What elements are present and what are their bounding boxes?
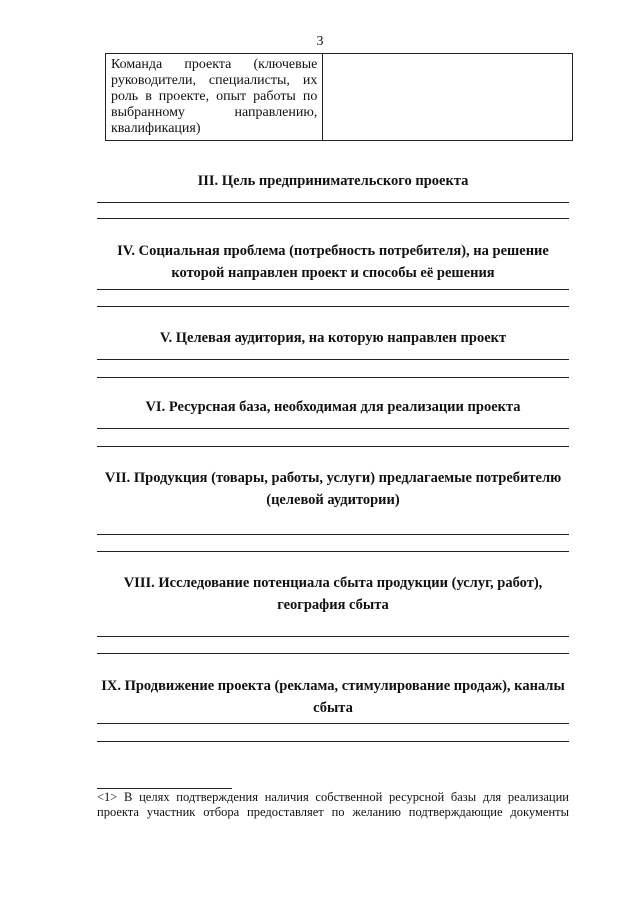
- section-goal: [97, 170, 569, 220]
- answer-line[interactable]: [97, 551, 569, 552]
- answer-line[interactable]: [97, 534, 569, 535]
- table-row: [106, 54, 573, 141]
- section-resource-base: [97, 396, 569, 451]
- section-promotion: [97, 675, 569, 750]
- answer-line[interactable]: [97, 428, 569, 429]
- section-title: V. Целевая аудитория, на которую направлен проект: [159, 330, 507, 346]
- section-social-problem: [97, 240, 569, 312]
- footnote-separator: [97, 788, 232, 789]
- section-title: VIII. Исследование потенциала сбыта продукции (услуг, работ), география сбыта: [123, 575, 543, 613]
- section-target-audience: [97, 327, 569, 382]
- answer-line[interactable]: [97, 202, 569, 203]
- footnote: <1> В целях подтверждения наличия собственной ресурсной базы для реализации проекта участник отбора предоставляет по желанию подтверждающие документы: [97, 790, 569, 819]
- answer-line[interactable]: [97, 741, 569, 742]
- answer-line[interactable]: [97, 653, 569, 654]
- section-sales-potential: [97, 572, 569, 662]
- section-title: VII. Продукция (товары, работы, услуги) предлагаемые потребителю (целевой аудитории): [104, 470, 562, 508]
- team-label-cell: Команда проекта (ключевые руководители, специалисты, их роль в проекте, опыт работы по выбранному направлению, квалификация): [106, 54, 323, 141]
- answer-line[interactable]: [97, 218, 569, 219]
- page-number: 3: [316, 34, 324, 49]
- answer-line[interactable]: [97, 289, 569, 290]
- answer-line[interactable]: [97, 636, 569, 637]
- project-team-table: [105, 53, 573, 141]
- section-title: IV. Социальная проблема (потребность потребителя), на решение которой направлен проект и способы её решения: [117, 243, 549, 281]
- section-products: [97, 467, 569, 557]
- section-title: VI. Ресурсная база, необходимая для реализации проекта: [145, 399, 521, 415]
- answer-line[interactable]: [97, 377, 569, 378]
- section-title: III. Цель предпринимательского проекта: [197, 173, 469, 189]
- answer-line[interactable]: [97, 446, 569, 447]
- answer-line[interactable]: [97, 723, 569, 724]
- section-title: IX. Продвижение проекта (реклама, стимулирование продаж), каналы сбыта: [101, 678, 565, 716]
- team-value-cell[interactable]: [323, 54, 573, 141]
- answer-line[interactable]: [97, 359, 569, 360]
- answer-line[interactable]: [97, 306, 569, 307]
